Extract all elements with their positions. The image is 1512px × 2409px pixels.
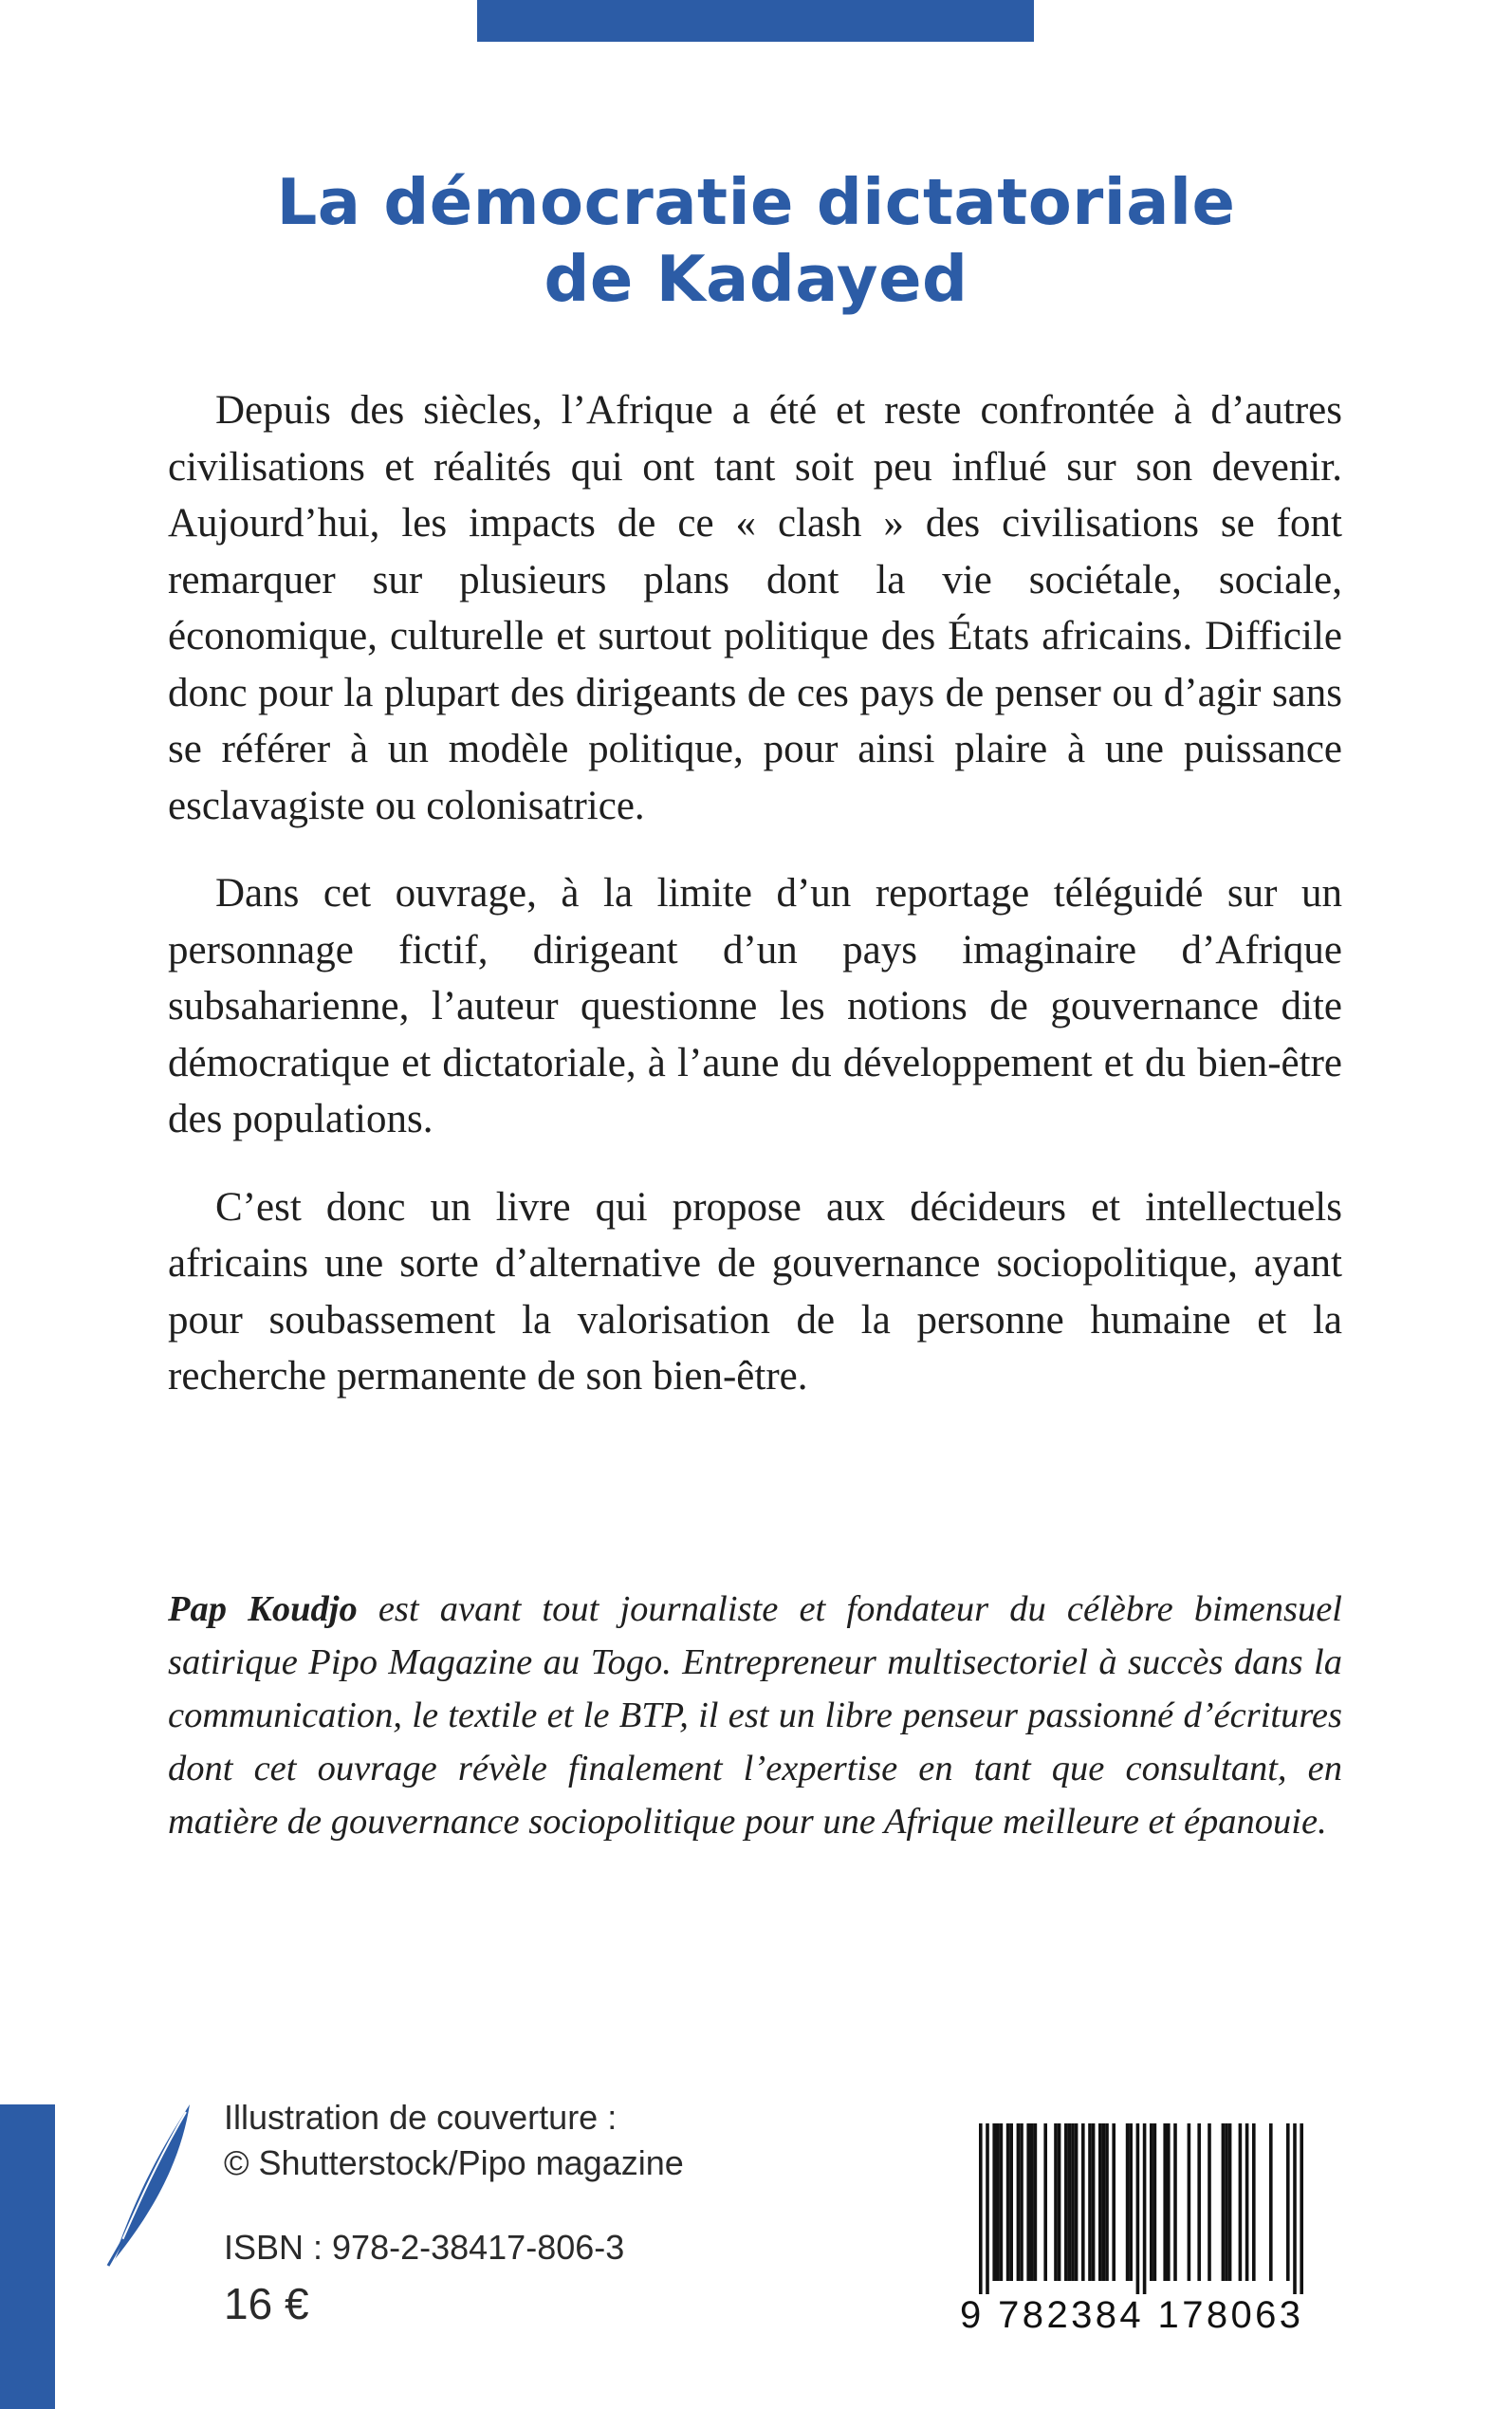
barcode-bar [1245, 2123, 1249, 2281]
barcode-bar [1030, 2123, 1034, 2281]
barcode-bar [1081, 2123, 1085, 2281]
barcode-bar [979, 2123, 983, 2294]
blurb-paragraph-3: C’est donc un livre qui propose aux décideurs et intellectuels africains une sorte d’alternative de gouvernance sociopolitique, ayant pour soubassement la valorisation de la personne humaine et la recherche permanente de son bien-être. [168, 1184, 1342, 1399]
author-biography [168, 1583, 1342, 1848]
barcode-bar [1020, 2123, 1023, 2281]
barcode-bar [1102, 2123, 1106, 2281]
author-bio-text: est avant tout journaliste et fondateur du célèbre bimensuel satirique Pipo Magazine au Togo. Entrepreneur multisectoriel à succès dans la communication, le textile et le BTP, il est un libre penseur passionné d’écritures dont cet ouvrage révèle finalement l’expertise en tant que consultant, en matière de gouvernance sociopolitique pour une Afrique meilleure et épanouie. [168, 1589, 1342, 1842]
blurb-paragraph-2: Dans cet ouvrage, à la limite d’un reportage téléguidé sur un personnage fictif, dirigeant d’un pays imaginaire d’Afrique subsaharienne, l’auteur questionne les notions de gouvernance dite démocratique et dictatoriale, à l’aune du développement et du bien-être des populations. [168, 871, 1342, 1141]
barcode-bar [1017, 2123, 1021, 2281]
barcode-bar [996, 2123, 1000, 2281]
barcode-bar [1173, 2123, 1177, 2281]
barcode-bar [1300, 2123, 1303, 2294]
book-title-line-2: de Kadayed [544, 241, 968, 316]
barcode-bar [1163, 2123, 1167, 2281]
barcode-bar [1143, 2123, 1147, 2294]
author-name: Pap Koudjo [168, 1589, 358, 1629]
blurb-paragraph-1: Depuis des siècles, l’Afrique a été et reste confrontée à d’autres civilisations et réalités qui ont tant soit peu influé sur son devenir. Aujourd’hui, les impacts de ce « clash » des civilisations se font remarquer sur plusieurs plans dont la vie sociétale, sociale, économique, culturelle et surtout politique des États africains. Difficile donc pour la plupart des dirigeants de ces pays de penser ou d’agir sans se référer à un modèle politique, pour ainsi plaire à une puissance esclavagiste ou colonisatrice. [168, 388, 1342, 828]
barcode-bar [1006, 2123, 1010, 2281]
feather-icon [95, 2097, 199, 2268]
barcode-bar [1188, 2123, 1191, 2281]
barcode-bar [1043, 2123, 1047, 2281]
top-accent-band [477, 0, 1034, 42]
barcode-bar [1222, 2123, 1226, 2281]
book-title [142, 164, 1370, 318]
barcode-bar [1286, 2123, 1290, 2281]
side-accent-band [0, 2104, 55, 2409]
barcode-bar [1009, 2123, 1013, 2281]
barcode-bar [1269, 2123, 1273, 2281]
barcode-digits: 9 782384 178063 [960, 2294, 1304, 2336]
barcode-bar [1129, 2123, 1133, 2281]
credits-line-2: © Shutterstock/Pipo magazine [224, 2143, 684, 2182]
barcode-bar [1293, 2123, 1297, 2294]
barcode-bar [1026, 2123, 1030, 2281]
cover-illustration-credits [224, 2095, 684, 2186]
credits-line-1: Illustration de couverture : [224, 2098, 618, 2137]
book-title-line-1: La démocratie dictatoriale [276, 164, 1236, 239]
price-label: 16 € [224, 2279, 309, 2328]
barcode-bar [1000, 2123, 1004, 2281]
barcode-bar [1167, 2123, 1171, 2281]
barcode-bars [960, 2123, 1322, 2294]
barcode-bar [1054, 2123, 1058, 2281]
barcode-bar [1071, 2123, 1075, 2281]
barcode-bar [1088, 2123, 1092, 2281]
barcode-bar [992, 2123, 996, 2281]
barcode-bar [1225, 2123, 1228, 2281]
barcode-bar [1252, 2123, 1256, 2281]
barcode-bar [1068, 2123, 1072, 2281]
barcode-bar [986, 2123, 989, 2294]
barcode-bar [1197, 2123, 1201, 2281]
barcode-bar [1228, 2123, 1232, 2281]
barcode-bar [1034, 2123, 1038, 2281]
barcode-bar [1092, 2123, 1096, 2281]
barcode-bar [1150, 2123, 1153, 2281]
barcode-bar [1136, 2123, 1140, 2294]
barcode-bar [1126, 2123, 1130, 2281]
barcode-bar [1239, 2123, 1243, 2281]
barcode-bar [1153, 2123, 1157, 2281]
barcode-bar [1064, 2123, 1068, 2281]
barcode [960, 2123, 1322, 2338]
barcode-bar [1058, 2123, 1061, 2281]
isbn-number: ISBN : 978-2-38417-806-3 [224, 2228, 625, 2267]
barcode-bar [1208, 2123, 1211, 2281]
barcode-bar [1075, 2123, 1079, 2281]
barcode-bar [1105, 2123, 1109, 2281]
barcode-bar [1112, 2123, 1116, 2281]
back-cover-blurb [168, 382, 1342, 1436]
barcode-bar [1098, 2123, 1102, 2281]
